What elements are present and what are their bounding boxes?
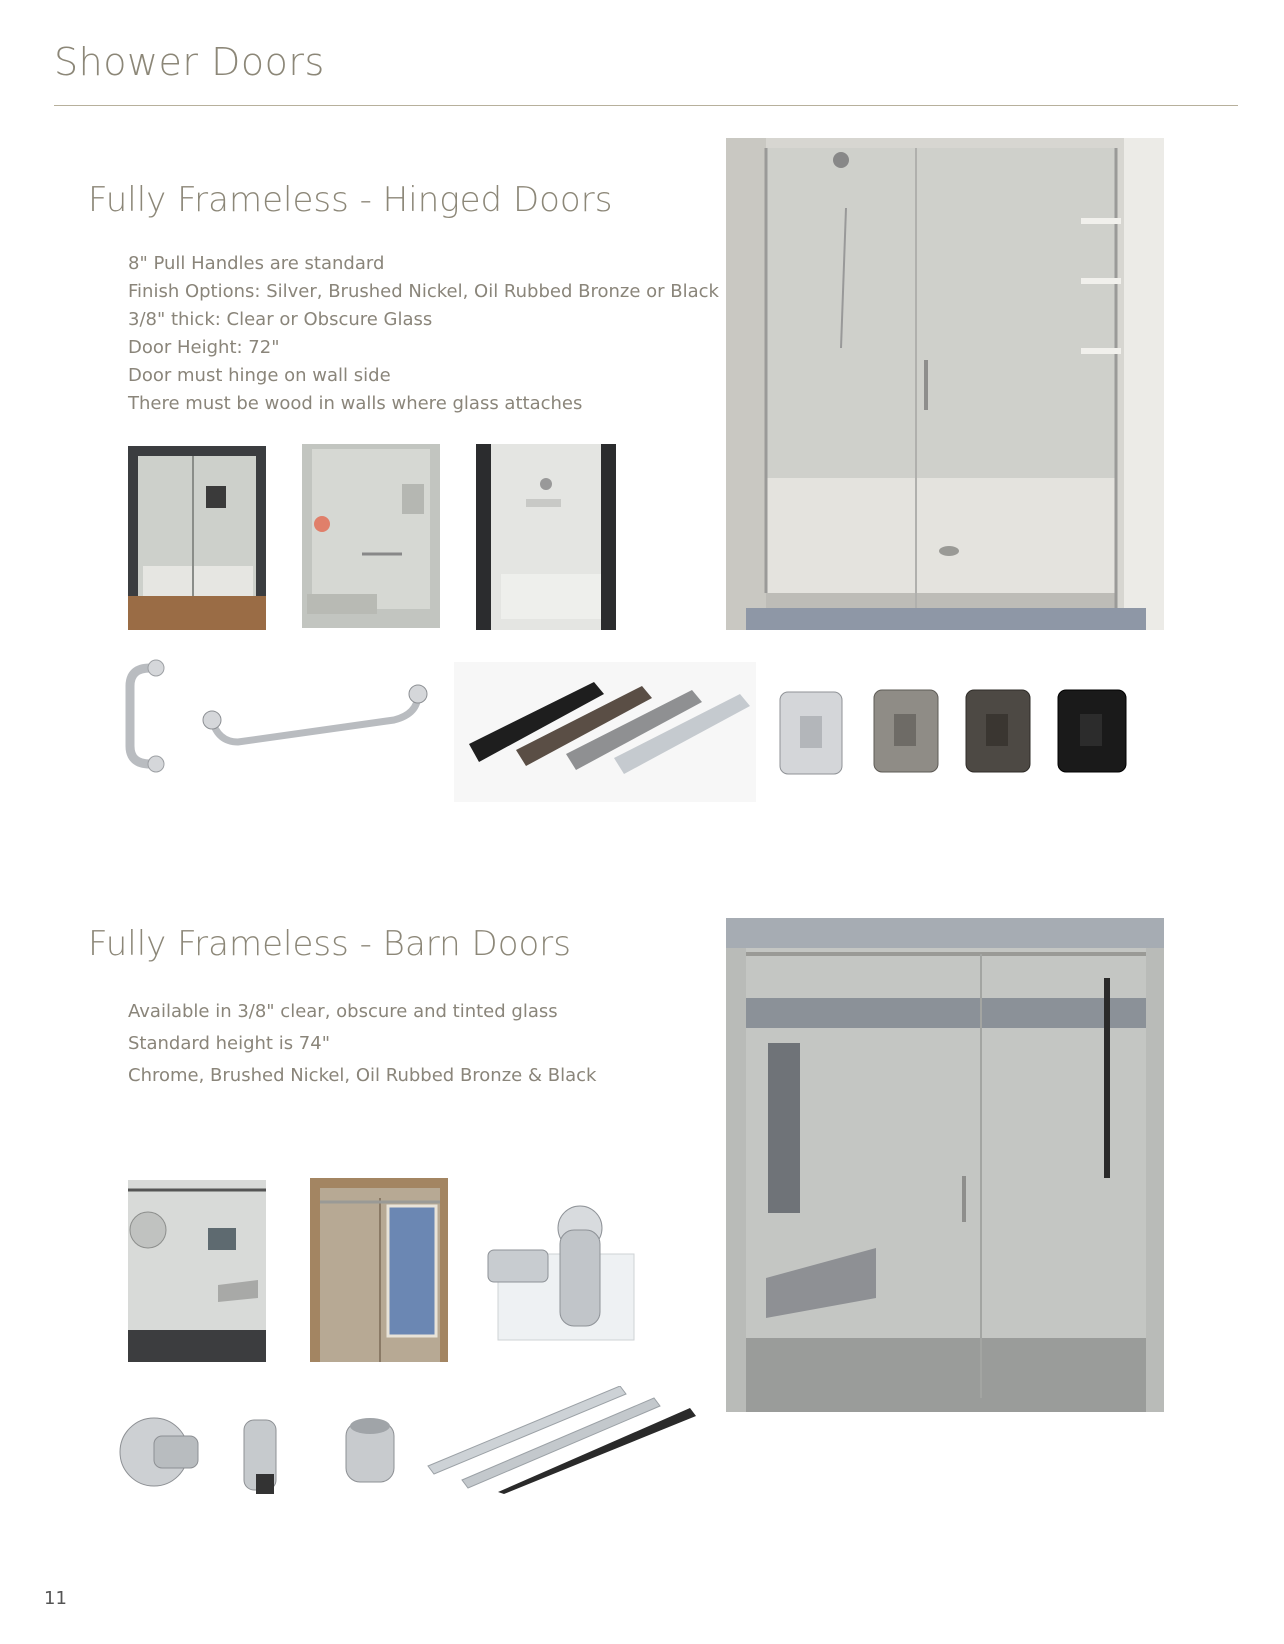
hinged-spec-item: 8" Pull Handles are standard [128,253,385,274]
barn-spec-item: Chrome, Brushed Nickel, Oil Rubbed Bronze & Black [128,1065,597,1086]
barn-main-photo [726,918,1164,1412]
hinged-spec-item: There must be wood in walls where glass attaches [128,393,583,414]
barn-spec-item: Standard height is 74" [128,1033,330,1054]
round-fitting-icon [342,1414,400,1488]
u-channel-finishes-photo [454,662,756,802]
hinged-thumb-2 [302,444,440,628]
hinged-spec-item: 3/8" thick: Clear or Obscure Glass [128,309,433,330]
hinged-main-photo [726,138,1164,630]
barn-fittings-photo [118,1406,304,1510]
hinged-thumb-3 [476,444,616,630]
pull-handle-photo [120,656,178,776]
seal-strips-photo [424,1386,700,1494]
hinged-spec-item: Door Height: 72" [128,337,280,358]
barn-heading: Fully Frameless - Barn Doors [88,924,571,964]
barn-spec-list [128,996,596,1092]
barn-spec-item: Available in 3/8" clear, obscure and tinted glass [128,1001,558,1022]
hinged-thumb-1 [128,446,266,630]
barn-thumb-1 [128,1180,266,1362]
hinged-heading: Fully Frameless - Hinged Doors [88,180,613,220]
hinge-finishes-photo [776,686,1136,782]
towel-bar-photo [198,680,434,760]
title-divider [54,105,1238,106]
roller-hardware-photo [478,1188,654,1348]
hinged-spec-item: Door must hinge on wall side [128,365,391,386]
barn-thumb-2 [310,1178,448,1362]
page-title: Shower Doors [54,40,325,84]
page-number: 11 [44,1588,67,1609]
hinged-spec-list [128,250,719,418]
hinged-spec-item: Finish Options: Silver, Brushed Nickel, Oil Rubbed Bronze or Black [128,281,719,302]
